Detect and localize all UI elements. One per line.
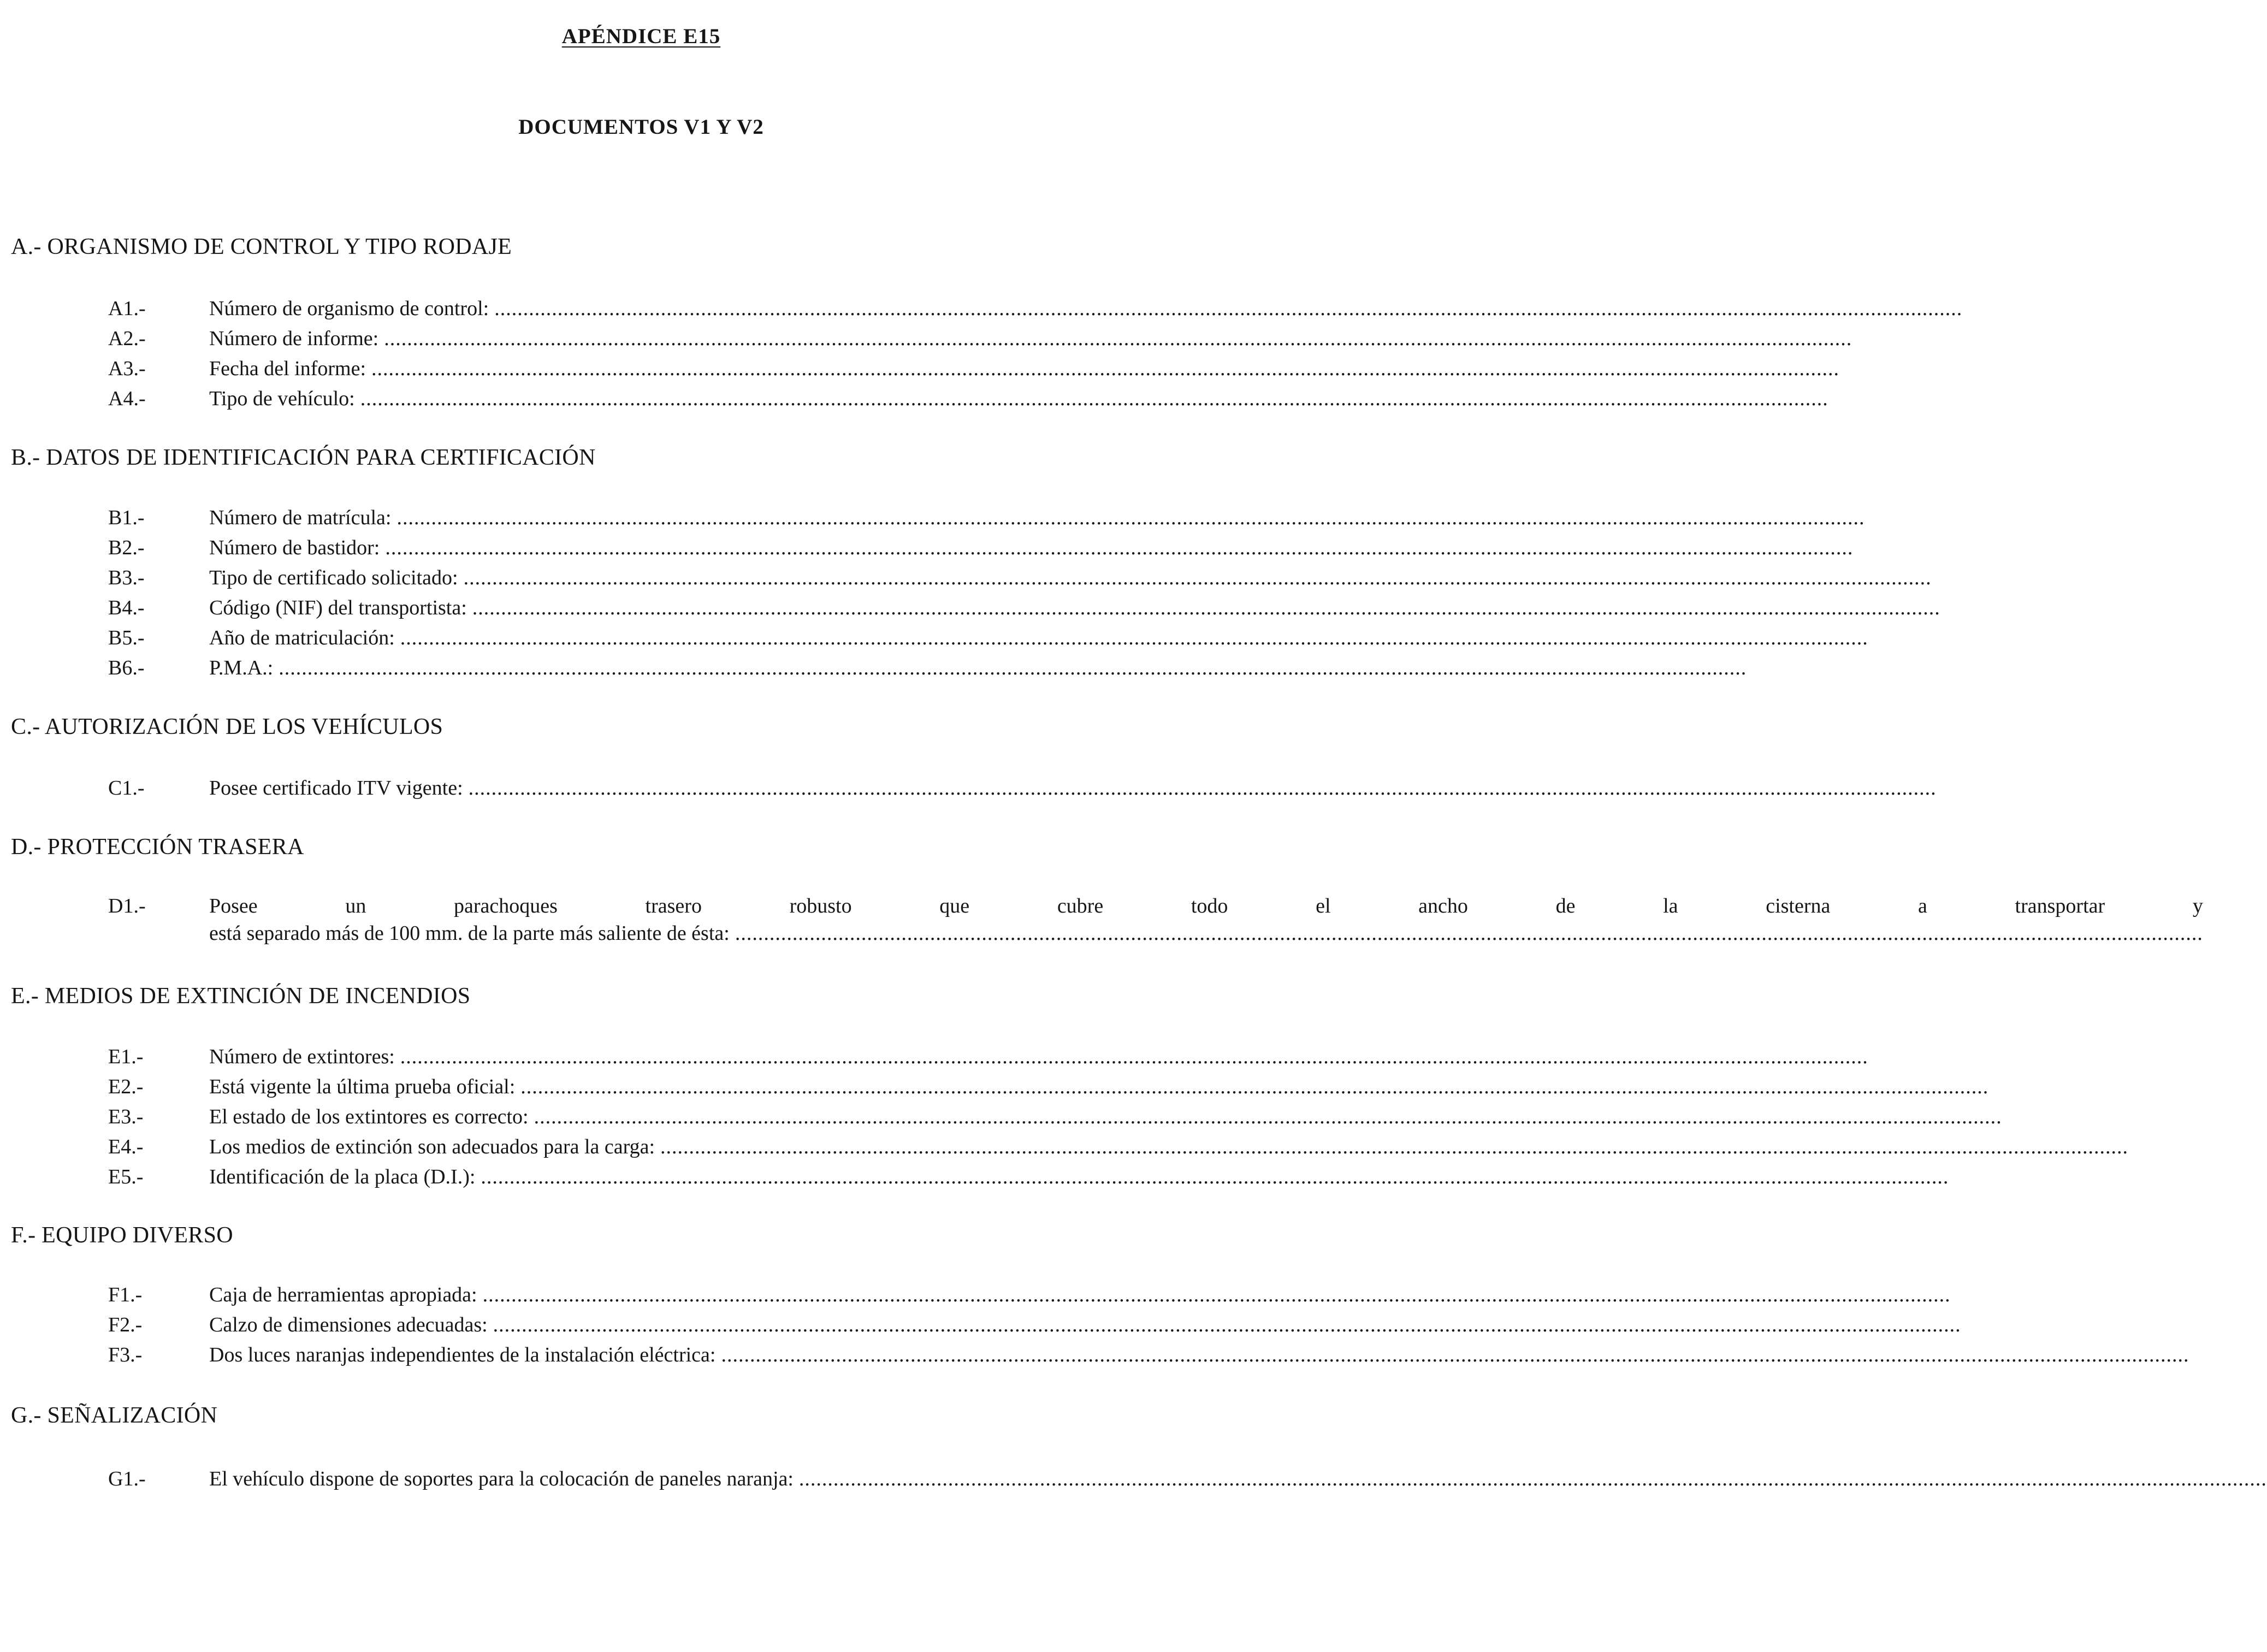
form-item-e1 — [108, 1043, 1254, 1070]
item-label: Año de matriculación: — [209, 626, 395, 649]
form-item-b3 — [108, 564, 1254, 591]
item-label: Número de bastidor: — [209, 536, 380, 559]
item-code: B5.- — [108, 626, 145, 649]
item-label: Tipo de certificado solicitado: — [209, 566, 458, 589]
fill-in-line[interactable] — [395, 624, 1868, 652]
item-label: Caja de herramientas apropiada: — [209, 1283, 477, 1306]
fill-in-line[interactable] — [463, 774, 1937, 802]
fill-in-line[interactable] — [488, 1311, 1961, 1339]
form-item-f3 — [108, 1341, 1254, 1369]
form-item-c1 — [108, 774, 1254, 802]
item-code: C1.- — [108, 777, 145, 800]
item-code: F3.- — [108, 1343, 143, 1366]
appendix-title: APÉNDICE E15 — [561, 25, 721, 48]
item-label: Identificación de la placa (D.I.): — [209, 1165, 476, 1188]
item-label: Número de informe: — [209, 327, 379, 350]
item-label: Número de organismo de control: — [209, 297, 489, 320]
form-item-e5 — [108, 1163, 1254, 1191]
item-label: P.M.A.: — [209, 656, 274, 679]
item-code: B3.- — [108, 566, 145, 589]
item-code: E2.- — [108, 1075, 144, 1098]
form-item-a2 — [108, 325, 1254, 352]
item-label-line2: está separado más de 100 mm. de la parte más saliente de ésta: — [209, 922, 730, 945]
item-code: F2.- — [108, 1313, 143, 1336]
form-item-a1 — [108, 295, 1254, 322]
item-label: El vehículo dispone de soportes para la colocación de paneles naranja: — [209, 1467, 794, 1490]
section-heading-b: B.- DATOS DE IDENTIFICACIÓN PARA CERTIFICACIÓN — [11, 445, 596, 470]
item-code: A3.- — [108, 357, 146, 380]
item-label: Número de matrícula: — [209, 506, 392, 529]
fill-in-line[interactable] — [477, 1281, 1951, 1308]
fill-in-line[interactable] — [475, 1163, 1949, 1191]
document-title: DOCUMENTOS V1 Y V2 — [518, 115, 764, 139]
section-heading-e: E.- MEDIOS DE EXTINCIÓN DE INCENDIOS — [11, 984, 471, 1009]
item-label: Posee certificado ITV vigente: — [209, 777, 463, 800]
form-item-g1 — [108, 1465, 1254, 1493]
item-code: E1.- — [108, 1045, 144, 1068]
item-code: B6.- — [108, 656, 145, 679]
item-code: B1.- — [108, 506, 145, 529]
form-item-d1 — [108, 892, 2203, 947]
item-label: Está vigente la última prueba oficial: — [209, 1075, 516, 1098]
section-heading-g: G.- SEÑALIZACIÓN — [11, 1403, 218, 1428]
form-item-b1 — [108, 504, 1254, 531]
item-code: B4.- — [108, 596, 145, 619]
form-item-e4 — [108, 1133, 1254, 1160]
item-label: Número de extintores: — [209, 1045, 395, 1068]
fill-in-line[interactable] — [715, 1341, 2189, 1369]
section-heading-c: C.- AUTORIZACIÓN DE LOS VEHÍCULOS — [11, 714, 443, 739]
fill-in-line[interactable] — [355, 385, 1828, 412]
item-label: Código (NIF) del transportista: — [209, 596, 467, 619]
item-code: D1.- — [108, 895, 146, 917]
fill-in-line[interactable] — [395, 1043, 1868, 1070]
item-code: A4.- — [108, 387, 146, 410]
fill-in-line[interactable] — [391, 504, 1864, 531]
fill-in-line[interactable] — [380, 534, 1853, 561]
item-label: Los medios de extinción son adecuados para la carga: — [209, 1135, 655, 1158]
form-item-a3 — [108, 355, 1254, 382]
item-code: A2.- — [108, 327, 146, 350]
item-label: Calzo de dimensiones adecuadas: — [209, 1313, 488, 1336]
fill-in-line[interactable] — [366, 355, 1839, 382]
form-item-b5 — [108, 624, 1254, 652]
item-code: F1.- — [108, 1283, 143, 1306]
fill-in-line[interactable] — [458, 564, 1932, 591]
form-item-f2 — [108, 1311, 1254, 1339]
item-code: E5.- — [108, 1165, 144, 1188]
form-item-b2 — [108, 534, 1254, 561]
fill-in-line[interactable] — [794, 1465, 2267, 1493]
section-heading-a: A.- ORGANISMO DE CONTROL Y TIPO RODAJE — [11, 234, 512, 259]
item-code: E3.- — [108, 1105, 144, 1128]
item-code: E4.- — [108, 1135, 144, 1158]
fill-in-line[interactable] — [730, 920, 2203, 947]
form-item-b4 — [108, 594, 1254, 621]
form-item-b6 — [108, 654, 1254, 682]
fill-in-line[interactable] — [467, 594, 1940, 621]
item-label: El estado de los extintores es correcto: — [209, 1105, 529, 1128]
fill-in-line[interactable] — [515, 1073, 1988, 1100]
item-label: Dos luces naranjas independientes de la instalación eléctrica: — [209, 1343, 716, 1366]
fill-in-line[interactable] — [529, 1103, 2002, 1130]
fill-in-line[interactable] — [655, 1133, 2128, 1160]
fill-in-line[interactable] — [489, 295, 1962, 322]
section-heading-d: D.- PROTECCIÓN TRASERA — [11, 834, 304, 860]
form-item-f1 — [108, 1281, 1254, 1308]
item-code: G1.- — [108, 1467, 146, 1490]
item-code: B2.- — [108, 536, 145, 559]
item-code: A1.- — [108, 297, 146, 320]
form-item-e3 — [108, 1103, 1254, 1130]
fill-in-line[interactable] — [273, 654, 1747, 682]
form-item-a4 — [108, 385, 1254, 412]
section-heading-f: F.- EQUIPO DIVERSO — [11, 1223, 233, 1248]
item-label: Fecha del informe: — [209, 357, 366, 380]
fill-in-line[interactable] — [378, 325, 1852, 352]
item-label-line1: Posee un parachoques trasero robusto que cubre todo el ancho de la cisterna a transportar y — [209, 895, 2203, 917]
item-label: Tipo de vehículo: — [209, 387, 355, 410]
form-item-e2 — [108, 1073, 1254, 1100]
